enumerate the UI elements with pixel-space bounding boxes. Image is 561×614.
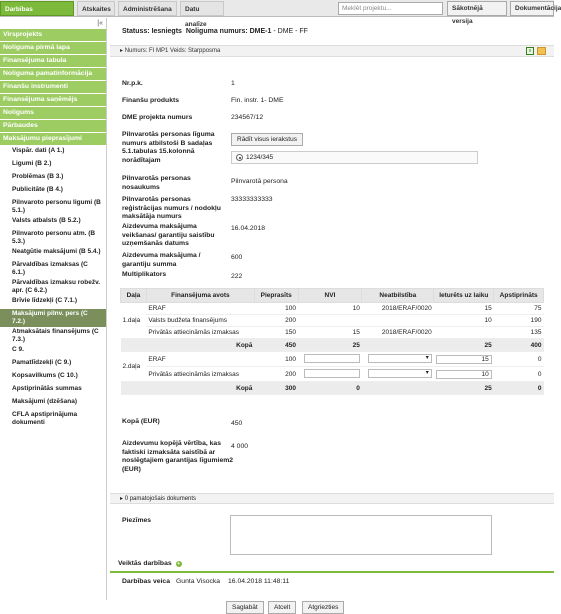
- table-row: [121, 367, 544, 382]
- table-cell: 15: [434, 303, 494, 315]
- table-cell: 0: [298, 382, 362, 395]
- table-header-row: [121, 289, 544, 303]
- divider: [110, 571, 554, 573]
- table-cell: [362, 315, 434, 327]
- top-navigation-bar: [0, 0, 561, 28]
- tab-administresana[interactable]: Administrēšana: [118, 1, 177, 16]
- sidebar-finansejuma-sanemejs[interactable]: Finansējuma saņēmējs: [0, 94, 106, 107]
- column-header: Daļa: [121, 289, 147, 303]
- field-value: 222: [231, 273, 243, 280]
- action-label: Darbības veica: [122, 578, 170, 585]
- column-header: Ieturēts uz laiku: [434, 289, 494, 303]
- column-header: NVI: [298, 289, 362, 303]
- folder-icon[interactable]: [537, 47, 546, 55]
- status-label: Statuss:: [122, 28, 150, 35]
- table-cell: [362, 382, 434, 395]
- status-value: Iesniegts: [151, 28, 182, 35]
- table-cell: ERAF: [146, 303, 254, 315]
- table-cell: 0: [494, 367, 544, 382]
- table-cell: 400: [494, 339, 544, 352]
- tab-datu-analize[interactable]: Datu analīze: [180, 1, 224, 16]
- sidebar-item[interactable]: Brīvie līdzekļi (C 7.1.): [12, 297, 78, 304]
- table-cell: Privātās attiecināmās izmaksas: [146, 367, 254, 382]
- sidebar-item[interactable]: Problēmas (B 3.): [12, 173, 64, 180]
- part-label: 2.daļa: [121, 352, 147, 382]
- notes-label: Piezīmes: [122, 517, 152, 524]
- table-cell: 100: [254, 352, 298, 367]
- table-cell: 200: [254, 367, 298, 382]
- table-cell: 450: [254, 339, 298, 352]
- collapse-sidebar-icon[interactable]: |«: [97, 20, 103, 27]
- field-label: Aizdevuma maksājuma / garantiju summa: [122, 252, 201, 268]
- field-label: Aizdevuma maksājuma veikšanas/ garantiju saistību uzņemšanās datums: [122, 223, 215, 247]
- table-row: [121, 303, 544, 315]
- sidebar-item[interactable]: Publicitāte (B 4.): [12, 186, 63, 193]
- field-value: 33333333333: [231, 196, 273, 203]
- excel-icon[interactable]: x: [526, 47, 534, 55]
- field-value: 600: [231, 254, 243, 261]
- withheld-input[interactable]: 10: [436, 370, 492, 379]
- nvi-input[interactable]: [304, 354, 360, 363]
- contract-radio-option[interactable]: [231, 151, 478, 164]
- sidebar-item[interactable]: Vispār. dati (A 1.): [12, 147, 65, 154]
- table-cell: 25: [298, 339, 362, 352]
- documents-count: 0 pamatojošais dokuments: [124, 496, 197, 502]
- noncompliance-select[interactable]: [368, 354, 432, 363]
- table-cell: 0: [494, 382, 544, 395]
- radio-label: 1234/345: [246, 154, 274, 161]
- field-value: 16.04.2018: [231, 225, 266, 232]
- sidebar-noligums[interactable]: Noligums: [0, 107, 106, 120]
- actions-title: [118, 560, 182, 567]
- funding-table: [120, 288, 544, 395]
- sidebar-item[interactable]: Maksājumi (dzēšana): [12, 398, 78, 405]
- expand-icon: ▸: [120, 48, 124, 54]
- sidebar-item[interactable]: Neatgūtie maksājumi (B 5.4.): [12, 248, 101, 255]
- part-label: 1.daļa: [121, 303, 147, 339]
- field-label: Pilnvarotās personas nosaukums: [122, 175, 191, 191]
- sidebar: [0, 18, 107, 600]
- table-cell: 190: [494, 315, 544, 327]
- field-value: Pilnvarotā persona: [231, 178, 288, 185]
- field-value: 234567/12: [231, 114, 264, 121]
- field-label: Finanšu produkts: [122, 97, 180, 104]
- table-cell: 25: [434, 382, 494, 395]
- sidebar-parbaudes[interactable]: Pārbaudes: [0, 120, 106, 133]
- table-cell: 10: [434, 315, 494, 327]
- total-label: Kopā: [146, 382, 254, 395]
- table-cell: 0: [494, 352, 544, 367]
- actions-title-text: Veiktās darbības: [118, 560, 172, 567]
- sidebar-item[interactable]: Kopsavilkums (C 10.): [12, 372, 78, 379]
- table-cell: 15: [298, 327, 362, 339]
- table-row: [121, 315, 544, 327]
- show-all-records-button[interactable]: Rādīt visus ierakstus: [231, 133, 303, 146]
- tab-atskaites[interactable]: Atskaites: [77, 1, 115, 16]
- agreement-number: DME-1: [249, 28, 272, 35]
- table-cell: [362, 339, 434, 352]
- table-total-row: [121, 382, 544, 395]
- table-cell: 75: [494, 303, 544, 315]
- sidebar-virsprojekts[interactable]: Virsprojekts: [0, 29, 106, 42]
- cancel-button[interactable]: Atcelt: [268, 601, 296, 614]
- column-header: Neatbilstība: [362, 289, 434, 303]
- sidebar-item[interactable]: Pamatlīdzekļi (C 9.): [12, 359, 72, 366]
- sidebar-finansu-instrumenti[interactable]: Finanšu instrumenti: [0, 81, 106, 94]
- save-button[interactable]: Saglabāt: [226, 601, 264, 614]
- table-cell: [121, 339, 147, 352]
- agreement-suffix: - DME - FF: [273, 28, 308, 35]
- table-cell: [298, 315, 362, 327]
- sidebar-item[interactable]: Pārvaldības izmaksu robežv. apr. (C 6.2.): [12, 279, 101, 294]
- noncompliance-select-cell: [362, 352, 434, 367]
- initial-version-button[interactable]: Sākotnējā versija: [447, 1, 507, 16]
- table-cell: Privātās attiecināmās izmaksas: [146, 327, 254, 339]
- withheld-input-cell: [434, 367, 494, 382]
- table-cell: 2018/ERAF/0020: [362, 303, 434, 315]
- table-row: [121, 352, 544, 367]
- action-user: Gunta Visocka: [176, 578, 221, 585]
- sidebar-item[interactable]: Pārvaldības izmaksas (C 6.1.): [12, 261, 88, 276]
- expand-icon: ▸: [120, 496, 124, 502]
- table-cell: 2018/ERAF/0020: [362, 327, 434, 339]
- sidebar-noliguma-pamatinformacija[interactable]: Noliguma pamatinformācija: [0, 68, 106, 81]
- status-line: [110, 18, 554, 46]
- documentation-button[interactable]: Dokumentācija: [510, 1, 554, 16]
- column-header: Pieprasīts: [254, 289, 298, 303]
- nvi-input-cell: [298, 352, 362, 367]
- field-label: Nr.p.k.: [122, 80, 143, 87]
- table-cell: 300: [254, 382, 298, 395]
- withheld-input-cell: [434, 352, 494, 367]
- action-date: 16.04.2018 11:48:11: [228, 578, 290, 585]
- section-title: Numurs: FI MP1 Veids: Starpposma: [124, 48, 221, 54]
- field-label: Pilnvarotās personas līguma numurs atbilstoši B sadaļas 5.1.tabulas 15.kolonnā norādītajam: [122, 131, 215, 164]
- withheld-input[interactable]: 15: [436, 355, 492, 364]
- field-label: Multiplikators: [122, 271, 167, 278]
- field-value: 4 000: [231, 443, 249, 450]
- field-value: 450: [231, 420, 243, 427]
- table-cell: [121, 382, 147, 395]
- sidebar-item[interactable]: Apstiprinātās summas: [12, 385, 82, 392]
- column-header: Apstiprināts: [494, 289, 544, 303]
- table-cell: 200: [254, 315, 298, 327]
- sidebar-item[interactable]: Pilnvaroto personu ligumi (B 5.1.): [12, 199, 101, 214]
- notes-textarea[interactable]: [230, 515, 492, 555]
- field-label: Aizdevumu kopējā vērtība, kas faktiski izmaksāta saistībā ar noslēgtajiem garantijas līgumiem2 (EUR): [122, 440, 234, 473]
- table-total-row: [121, 339, 544, 352]
- sidebar-item[interactable]: Valsts atbalsts (B 5.2.): [12, 217, 81, 224]
- main-content: [110, 18, 554, 611]
- table-cell: 135: [494, 327, 544, 339]
- table-cell: Valsts budžeta finansējums: [146, 315, 254, 327]
- column-header: Finansējuma avots: [146, 289, 254, 303]
- sidebar-noliguma-pirma-lapa[interactable]: Noliguma pirmā lapa: [0, 42, 106, 55]
- sidebar-item[interactable]: Ligumi (B 2.): [12, 160, 52, 167]
- project-search-input[interactable]: Meklēt projektu...: [338, 2, 443, 15]
- tab-darbibas-programma[interactable]: Darbības: [0, 1, 74, 16]
- field-value: Fin. instr. 1- DME: [231, 97, 284, 104]
- table-cell: 150: [254, 327, 298, 339]
- nvi-input[interactable]: [304, 369, 360, 378]
- back-button[interactable]: Atgriezties: [302, 601, 344, 614]
- table-cell: 25: [434, 339, 494, 352]
- table-cell: [434, 327, 494, 339]
- noncompliance-select-cell: [362, 367, 434, 382]
- sidebar-item[interactable]: Pilnvaroto personu atm. (B 5.3.): [12, 230, 96, 245]
- documents-section-header[interactable]: [110, 493, 554, 504]
- field-label: Pilnvarotās personas reģistrācijas numurs / nodokļu maksātāja numurs: [122, 196, 221, 220]
- field-label: DME projekta numurs: [122, 114, 193, 121]
- sidebar-maksajumu-pieprasijumi[interactable]: Maksājumu pieprasījumi: [0, 133, 106, 146]
- field-label: Kopā (EUR): [122, 418, 160, 425]
- table-cell: ERAF: [146, 352, 254, 367]
- total-label: Kopā: [146, 339, 254, 352]
- sidebar-finansejuma-tabula[interactable]: Finansējuma tabula: [0, 55, 106, 68]
- sidebar-item-active[interactable]: Maksājumi pilnv. pers (C 7.2.): [0, 309, 106, 327]
- add-icon[interactable]: +: [177, 561, 180, 567]
- section-header[interactable]: [110, 46, 554, 57]
- table-cell: 10: [298, 303, 362, 315]
- sidebar-item[interactable]: C 9.: [12, 346, 24, 353]
- table-row: [121, 327, 544, 339]
- table-cell: 100: [254, 303, 298, 315]
- field-value: 1: [231, 80, 235, 87]
- radio-icon[interactable]: [236, 154, 243, 161]
- agreement-number-label: Noliguma numurs:: [185, 28, 248, 35]
- noncompliance-select[interactable]: [368, 369, 432, 378]
- nvi-input-cell: [298, 367, 362, 382]
- sidebar-item[interactable]: Atmaksātais finansējums (C 7.3.): [12, 328, 99, 343]
- sidebar-item[interactable]: CFLA apstiprinājuma dokumenti: [12, 411, 78, 426]
